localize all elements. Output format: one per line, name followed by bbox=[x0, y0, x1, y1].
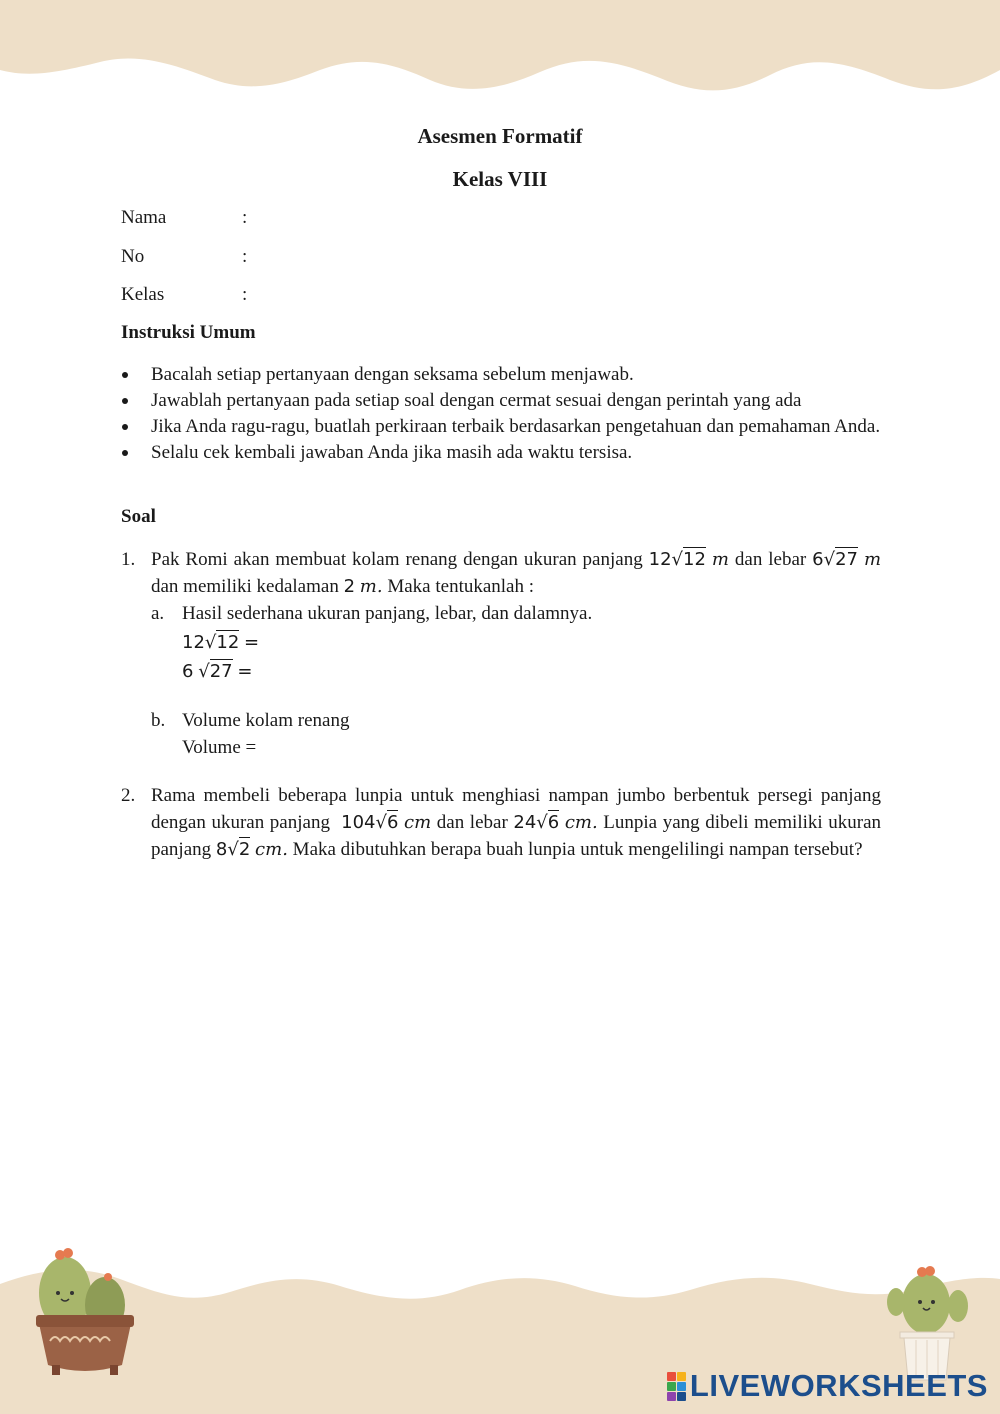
field-label: Kelas bbox=[121, 284, 165, 305]
sqrt-icon: √ bbox=[198, 661, 210, 682]
equation-1[interactable]: 12√12 = bbox=[182, 632, 260, 653]
logo-text: LIVEWORKSHEETS bbox=[689, 1368, 988, 1403]
sub-text: Hasil sederhana ukuran panjang, lebar, dan dalamnya. bbox=[182, 603, 593, 624]
cactus-pot-left-icon bbox=[30, 1245, 140, 1385]
liveworksheets-logo-icon bbox=[667, 1372, 686, 1401]
sqrt-icon: √ bbox=[375, 812, 387, 833]
field-label: Nama bbox=[121, 207, 167, 228]
instructions-list bbox=[121, 362, 881, 466]
list-item: Bacalah setiap pertanyaan dengan seksama sebelum menjawab. bbox=[121, 362, 881, 388]
volume-answer-line[interactable]: Volume = bbox=[182, 737, 257, 758]
sub-letter: a. bbox=[151, 603, 165, 624]
page-subtitle: Kelas VIII bbox=[452, 167, 548, 191]
top-wave-decoration bbox=[0, 0, 1000, 110]
question-text: Pak Romi akan membuat kolam renang dengan ukuran panjang 12√12 m dan lebar 6√27 m dan memiliki kedalaman 2 m. Maka tentukanlah : bbox=[151, 549, 882, 597]
question-number: 2. bbox=[121, 785, 136, 806]
question-1b bbox=[151, 707, 349, 761]
sub-letter: b. bbox=[151, 710, 166, 731]
field-separator: : bbox=[242, 284, 248, 305]
question-1 bbox=[121, 546, 881, 600]
bullet-icon bbox=[122, 398, 128, 404]
page-title: Asesmen Formatif bbox=[417, 124, 583, 148]
instructions-heading: Instruksi Umum bbox=[121, 322, 256, 343]
field-kelas[interactable] bbox=[121, 284, 247, 306]
list-item: Jika Anda ragu-ragu, buatlah perkiraan terbaik berdasarkan pengetahuan dan pemahaman Anda. bbox=[121, 414, 881, 440]
bullet-icon bbox=[122, 372, 128, 378]
question-number: 1. bbox=[121, 549, 136, 570]
bullet-icon bbox=[122, 450, 128, 456]
field-separator: : bbox=[242, 207, 248, 228]
sqrt-icon: √ bbox=[671, 549, 684, 570]
sqrt-icon: √ bbox=[227, 839, 239, 860]
soal-heading: Soal bbox=[121, 506, 156, 527]
list-item: Selalu cek kembali jawaban Anda jika masih ada waktu tersisa. bbox=[121, 440, 881, 466]
equation-2[interactable]: 6 √27 = bbox=[182, 661, 253, 682]
sqrt-icon: √ bbox=[536, 812, 548, 833]
sub-text: Volume kolam renang bbox=[182, 710, 350, 731]
sqrt-icon: √ bbox=[204, 632, 217, 653]
bullet-icon bbox=[122, 424, 128, 430]
list-item: Jawablah pertanyaan pada setiap soal dengan cermat sesuai dengan perintah yang ada bbox=[121, 388, 881, 414]
field-nama[interactable] bbox=[121, 207, 247, 229]
field-separator: : bbox=[242, 246, 248, 267]
sqrt-icon: √ bbox=[823, 549, 836, 570]
question-1a bbox=[151, 600, 592, 685]
question-2 bbox=[121, 782, 881, 863]
liveworksheets-logo[interactable] bbox=[667, 1368, 988, 1404]
question-text: Rama membeli beberapa lunpia untuk menghiasi nampan jumbo berbentuk persegi panjang dengan ukuran panjang 104√6 cm dan lebar 24√6 cm. Lunpia yang dibeli memiliki ukuran panjang 8√2 cm. Maka dibutuhkan berapa buah lunpia untuk mengelilingi nampan tersebut? bbox=[151, 785, 882, 860]
field-label: No bbox=[121, 246, 145, 267]
field-no[interactable] bbox=[121, 246, 247, 268]
cactus-pot-right-icon bbox=[878, 1262, 978, 1382]
